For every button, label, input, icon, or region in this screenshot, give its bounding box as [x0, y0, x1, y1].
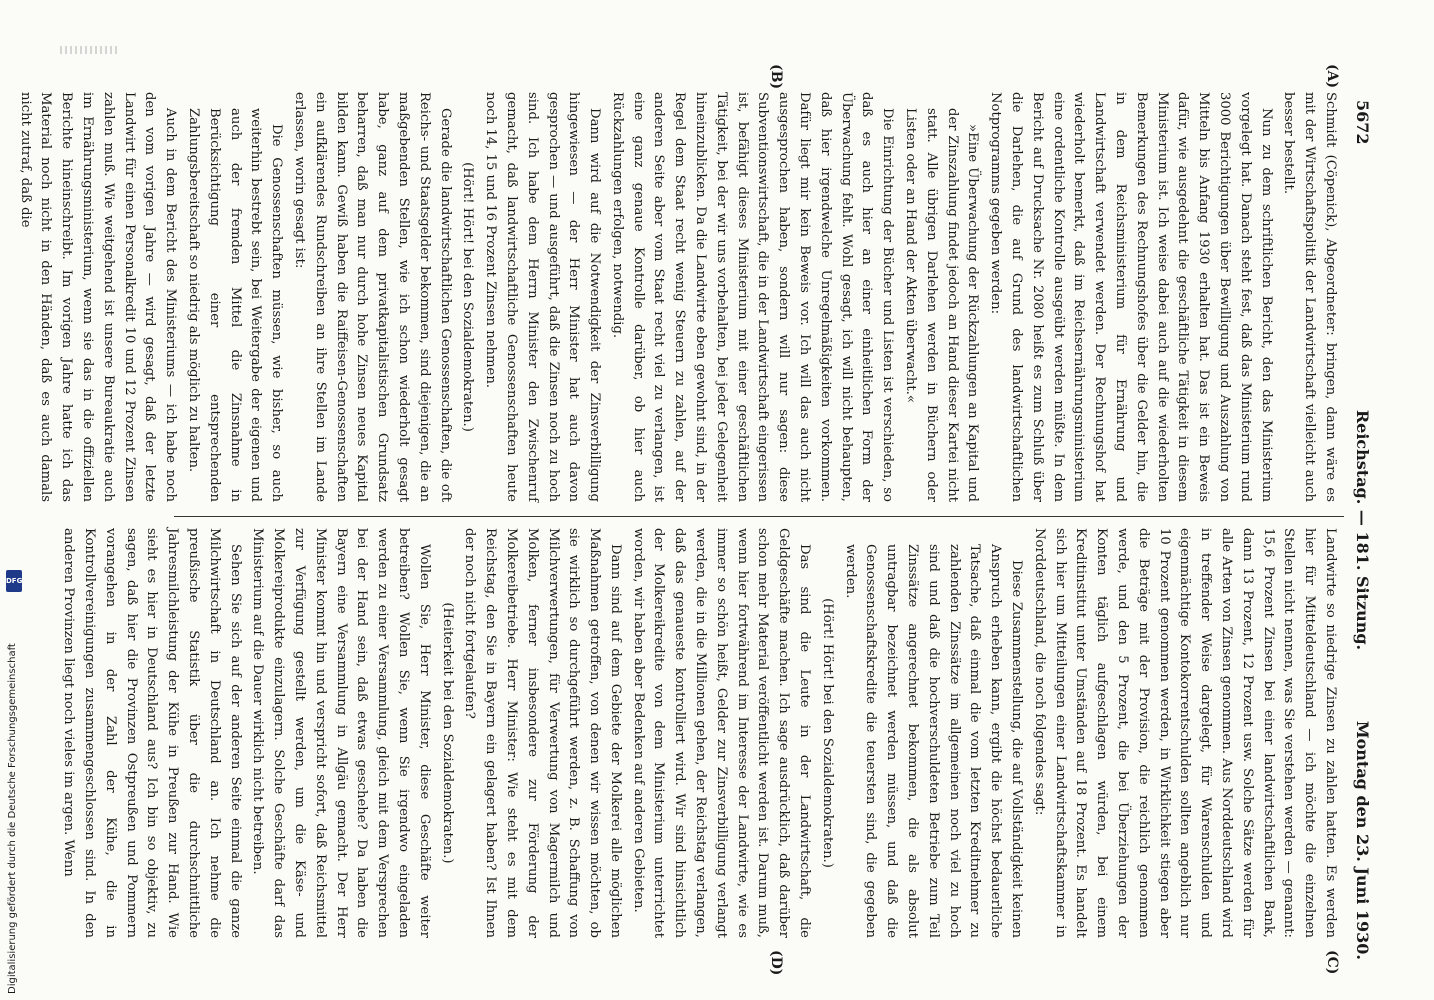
marker-a: (A)	[1324, 64, 1340, 89]
page-number: 5672	[1353, 100, 1372, 145]
dfg-logo: DFG	[6, 570, 22, 592]
paragraph: Landwirte so niedrige Zinsen zu zahlen hatten. Es werden hier für Mitteldeutschland — ich möchte die einzelnen Stellen nicht nennen, was Sie verstehen werden — genannt: 15,6 Prozent Zinsen bei einer landwirtschaftlichen Bank, dann 13 Prozent, 12 Prozent usw. Solche Sätze werden für alle Arten von Zinsen genommen. Aus Norddeutschland wird in treffender Weise dargelegt, für Warenschulden und eigenmächtige Kontokorrentschulden sollten angeblich nur 10 Prozent genommen werden, in Wirklichkeit stiegen aber die Beträge mit der Provision, die reichlich genommen werde, und den 5 Prozent, die bei Überziehungen der Konten täglich aufgeschlagen würden, bei einem Kreditinstitut unter Umständen auf 18 Prozent. Es handelt sich hier um Mitteilungen einer Landwirtschaftskammer in Norddeutschland, die noch folgendes sagt:	[1031, 528, 1338, 938]
left-column	[17, 92, 1340, 502]
column-divider	[174, 516, 1344, 517]
paragraph: Auch in dem Bericht des Ministeriums — ich habe noch den vom vorigen Jahre — wird gesagt, daß der letzte Landwirt für einen Personalkredit 10 und 12 Prozent Zinsen zahlen muß. Wie weitgehend ist unsere Bureaukratie auch im Ernährungsministerium, wenn sie das in die offiziellen Berichte hineinschreibt. Im vorigen Jahre hatte ich das Material noch nicht in den Händen, daß es auch damals nicht zutraf, daß die	[17, 92, 179, 502]
marker-d: (D)	[768, 950, 784, 976]
paragraph: Die Einrichtung der Bücher und Listen ist verschieden, so daß es auch hier an einer einheitlichen Form der Überwachung fehlt. Wohl gesagt, ich will nicht behaupten, daß hier irgendwelche Unregelmäßigkeiten vorkommen. Dafür liegt mir kein Beweis vor. Ich will das auch nicht ausgesprochen haben, sondern will nur sagen: diese Subventionswirtschaft, die in der Landwirtschaft eingerissen ist, befähigt dieses Ministerium mit einer geschäftlichen Tätigkeit, bei der wir uns vorbehalten, bei jeder Gelegenheit hineinzublicken. Da die Landwirte eben gewohnt sind, in der Regel dem Staat recht wenig Steuern zu zahlen, auf der anderen Seite aber vom Staat recht viel zu verlangen, ist eine ganz genaue Kontrolle darüber, ob hier auch Rückzahlungen erfolgen, notwendig.	[609, 92, 896, 502]
page-header	[1346, 100, 1376, 960]
session-date: Montag den 23. Juni 1930.	[1353, 720, 1372, 960]
marker-c: (C)	[1324, 950, 1340, 975]
paragraph: Sehen Sie sich auf der anderen Seite einmal die ganze Milchwirtschaft in Deutschland an. Ich nehme die preußische Statistik über die durchschnittliche Jahresmilchleistung der Kühe in Preußen zur Hand. Wie sieht es hier in Deutschland aus? Ich bin so objektiv, zu sagen, daß hier die Provinzen Ostpreußen und Pommern vorangehen in der Zahl der Kühe, die in Kontrollvereinigungen zusammengeschlossen sind. In den anderen Provinzen liegt noch vieles im argen. Wenn	[61, 528, 243, 938]
paragraph: Das sind die Leute in der Landwirtschaft, die Geldgeschäfte machen. Ich sage ausdrücklich, daß darüber schon mehr Material veröffentlicht werden ist. Darum muß, wenn hier fortwährend im Interesse der Landwirte, wie es immer so schön heißt, Gelder zur Zinsverbilligung verlangt werden, die in die Millionen gehen, der Reichstag verlangen, daß das genaueste kontrolliert wird. Wir sind hinsichtlich der Molkereikredite von dem Ministerium unterrichtet worden, wir haben aber Bedenken auf anderen Gebieten.	[630, 528, 813, 938]
paragraph: Dann sind auf dem Gebiete der Molkerei alle möglichen Maßnahmen getroffen, von denen wir wissen möchten, ob sie wirklich so durchgeführt werden, z. B. Schaffung von Milchverwertungen, für Verwertung von Magermilch und Molken, ferner insbesondere zur Förderung der Molkereibetriebe. Herr Minister: Wie steht es mit dem Reichstag, den Sie in Bayern ein gelagert haben? Ist Ihnen der noch nicht fortgelaufen?	[462, 528, 623, 938]
quote: Diese Zusammenstellung, die auf Vollständigkeit keinen Anspruch erheben kann, ergibt die höchst bedauerliche Tatsache, daß einmal die vom letzten Kreditnehmer zu zahlenden Zinssätze im allgemeinen noch viel zu hoch sind und daß die hochverschuldeten Betriebe zum Teil Zinssätze angerechnet bekommen, die als absolut untragbar bezeichnet werden müssen, und daß die Genossenschaftskredite die teuersten sind, die gegeben werden.	[842, 544, 1025, 938]
interjection: (Heiterkeit bei den Sozialdemokraten.)	[439, 602, 455, 864]
interjection: (Hört! Hört! bei den Sozialdemokraten.)	[460, 162, 476, 432]
paragraph: Wollen Sie, Herr Minister, diese Geschäfte weiter betreiben? Wollen Sie, wenn Sie irgendwo eingeladen werden zu einer Versammlung, gleich mit dem Versprechen bei der Hand sein, daß etwas geschehe? Da haben die Bayern eine Versammlung in Allgäu gemacht. Der Herr Minister kommt hin und verspricht sofort, daß Reichsmittel zur Verfügung gestellt werden, um die Käse- und Molkereiprodukte einzulagern. Solche Geschäfte darf das Ministerium auf die Dauer wirklich nicht betreiben.	[250, 528, 432, 938]
scan-artifact	[60, 46, 120, 54]
session-title: Reichstag. — 181. Sitzung.	[1353, 409, 1372, 651]
marker-b: (B)	[768, 64, 784, 90]
digitization-footer	[4, 577, 26, 994]
paragraph: Nun zu dem schriftlichen Bericht, den das Ministerium vorgelegt hat. Danach steht fest, daß das Ministerium rund 3000 Berichtigungen über Bewilligung und Auszahlung von Mitteln bis Anfang 1930 erhalten hat. Das ist ein Beweis dafür, wie ausgedehnt die geschäftliche Tätigkeit in diesem Ministerium ist. Ich weise dabei auch auf die wiederholten Bemerkungen des Rechnungshofes über die Gelder hin, die in dem Reichsministerium für Ernährung und Landwirtschaft verwendet werden. Der Rechnungshof hat wiederholt bemerkt, daß im Reichsernährungsministerium eine ordentliche Kontrolle ausgeübt werden müßte. In dem Bericht auf Drucksache Nr. 2080 heißt es zum Schluß über die Darlehen, die auf Grund des landwirtschaftlichen Notprogramms gegeben werden:	[988, 92, 1274, 502]
paragraph: Gerade die landwirtschaftlichen Genossenschaften, die oft Reichs- und Staatsgelder bekommen, sind diejenigen, die an maßgebenden Stellen, wie ich schon wiederholt gesagt habe, ganz auf dem privatkapitalistischen Grundsatz beharren, daß man nur durch hohe Zinsen neues Kapital bilden kann. Gewiß haben die Raiffeisen-Genossenschaften ein aufklärendes Rundschreiben an ihre Stellen im Lande erlassen, worin gesagt ist:	[291, 92, 453, 502]
quote: »Eine Überwachung der Rückzahlungen an Kapital und der Zinszahlung findet jedoch an Hand dieser Kartei nicht statt. Alle übrigen Darlehen werden in Büchern oder Listen oder an Hand der Akten überwacht.«	[903, 108, 981, 502]
quote: Die Genossenschaften müssen, wie bisher, so auch weiterhin bestrebt sein, bei Weitergabe der eigenen und auch der fremden Mittel die Zinsnahme in Berücksichtigung einer entsprechenden Zahlungsbereitschaft so niedrig als möglich zu halten.	[185, 108, 285, 502]
interjection: (Hört! Hört! bei den Sozialdemokraten.)	[819, 598, 835, 868]
footer-text: Digitalisierung gefördert durch die Deutsche Forschungsgemeinschaft	[7, 643, 18, 994]
paragraph: Dann wird auf die Notwendigkeit der Zinsverbilligung hingewiesen — der Herr Minister hat auch davon gesprochen — und ausgeführt, daß die Zinsen noch zu hoch sind. Ich habe dem Herrn Minister den Zwischenruf gemacht, daß landwirtschaftliche Genossenschaften heute noch 14, 15 und 16 Prozent Zinsen nehmen.	[483, 92, 603, 502]
right-column	[61, 528, 1340, 938]
rotated-page-content	[17, 0, 1384, 1000]
paragraph: Schmidt (Cöpenick), Abgeordneter: bringen, dann wäre es mit der Wirtschaftspolitik der Landwirtschaft vielleicht auch besser bestellt.	[1281, 92, 1338, 502]
